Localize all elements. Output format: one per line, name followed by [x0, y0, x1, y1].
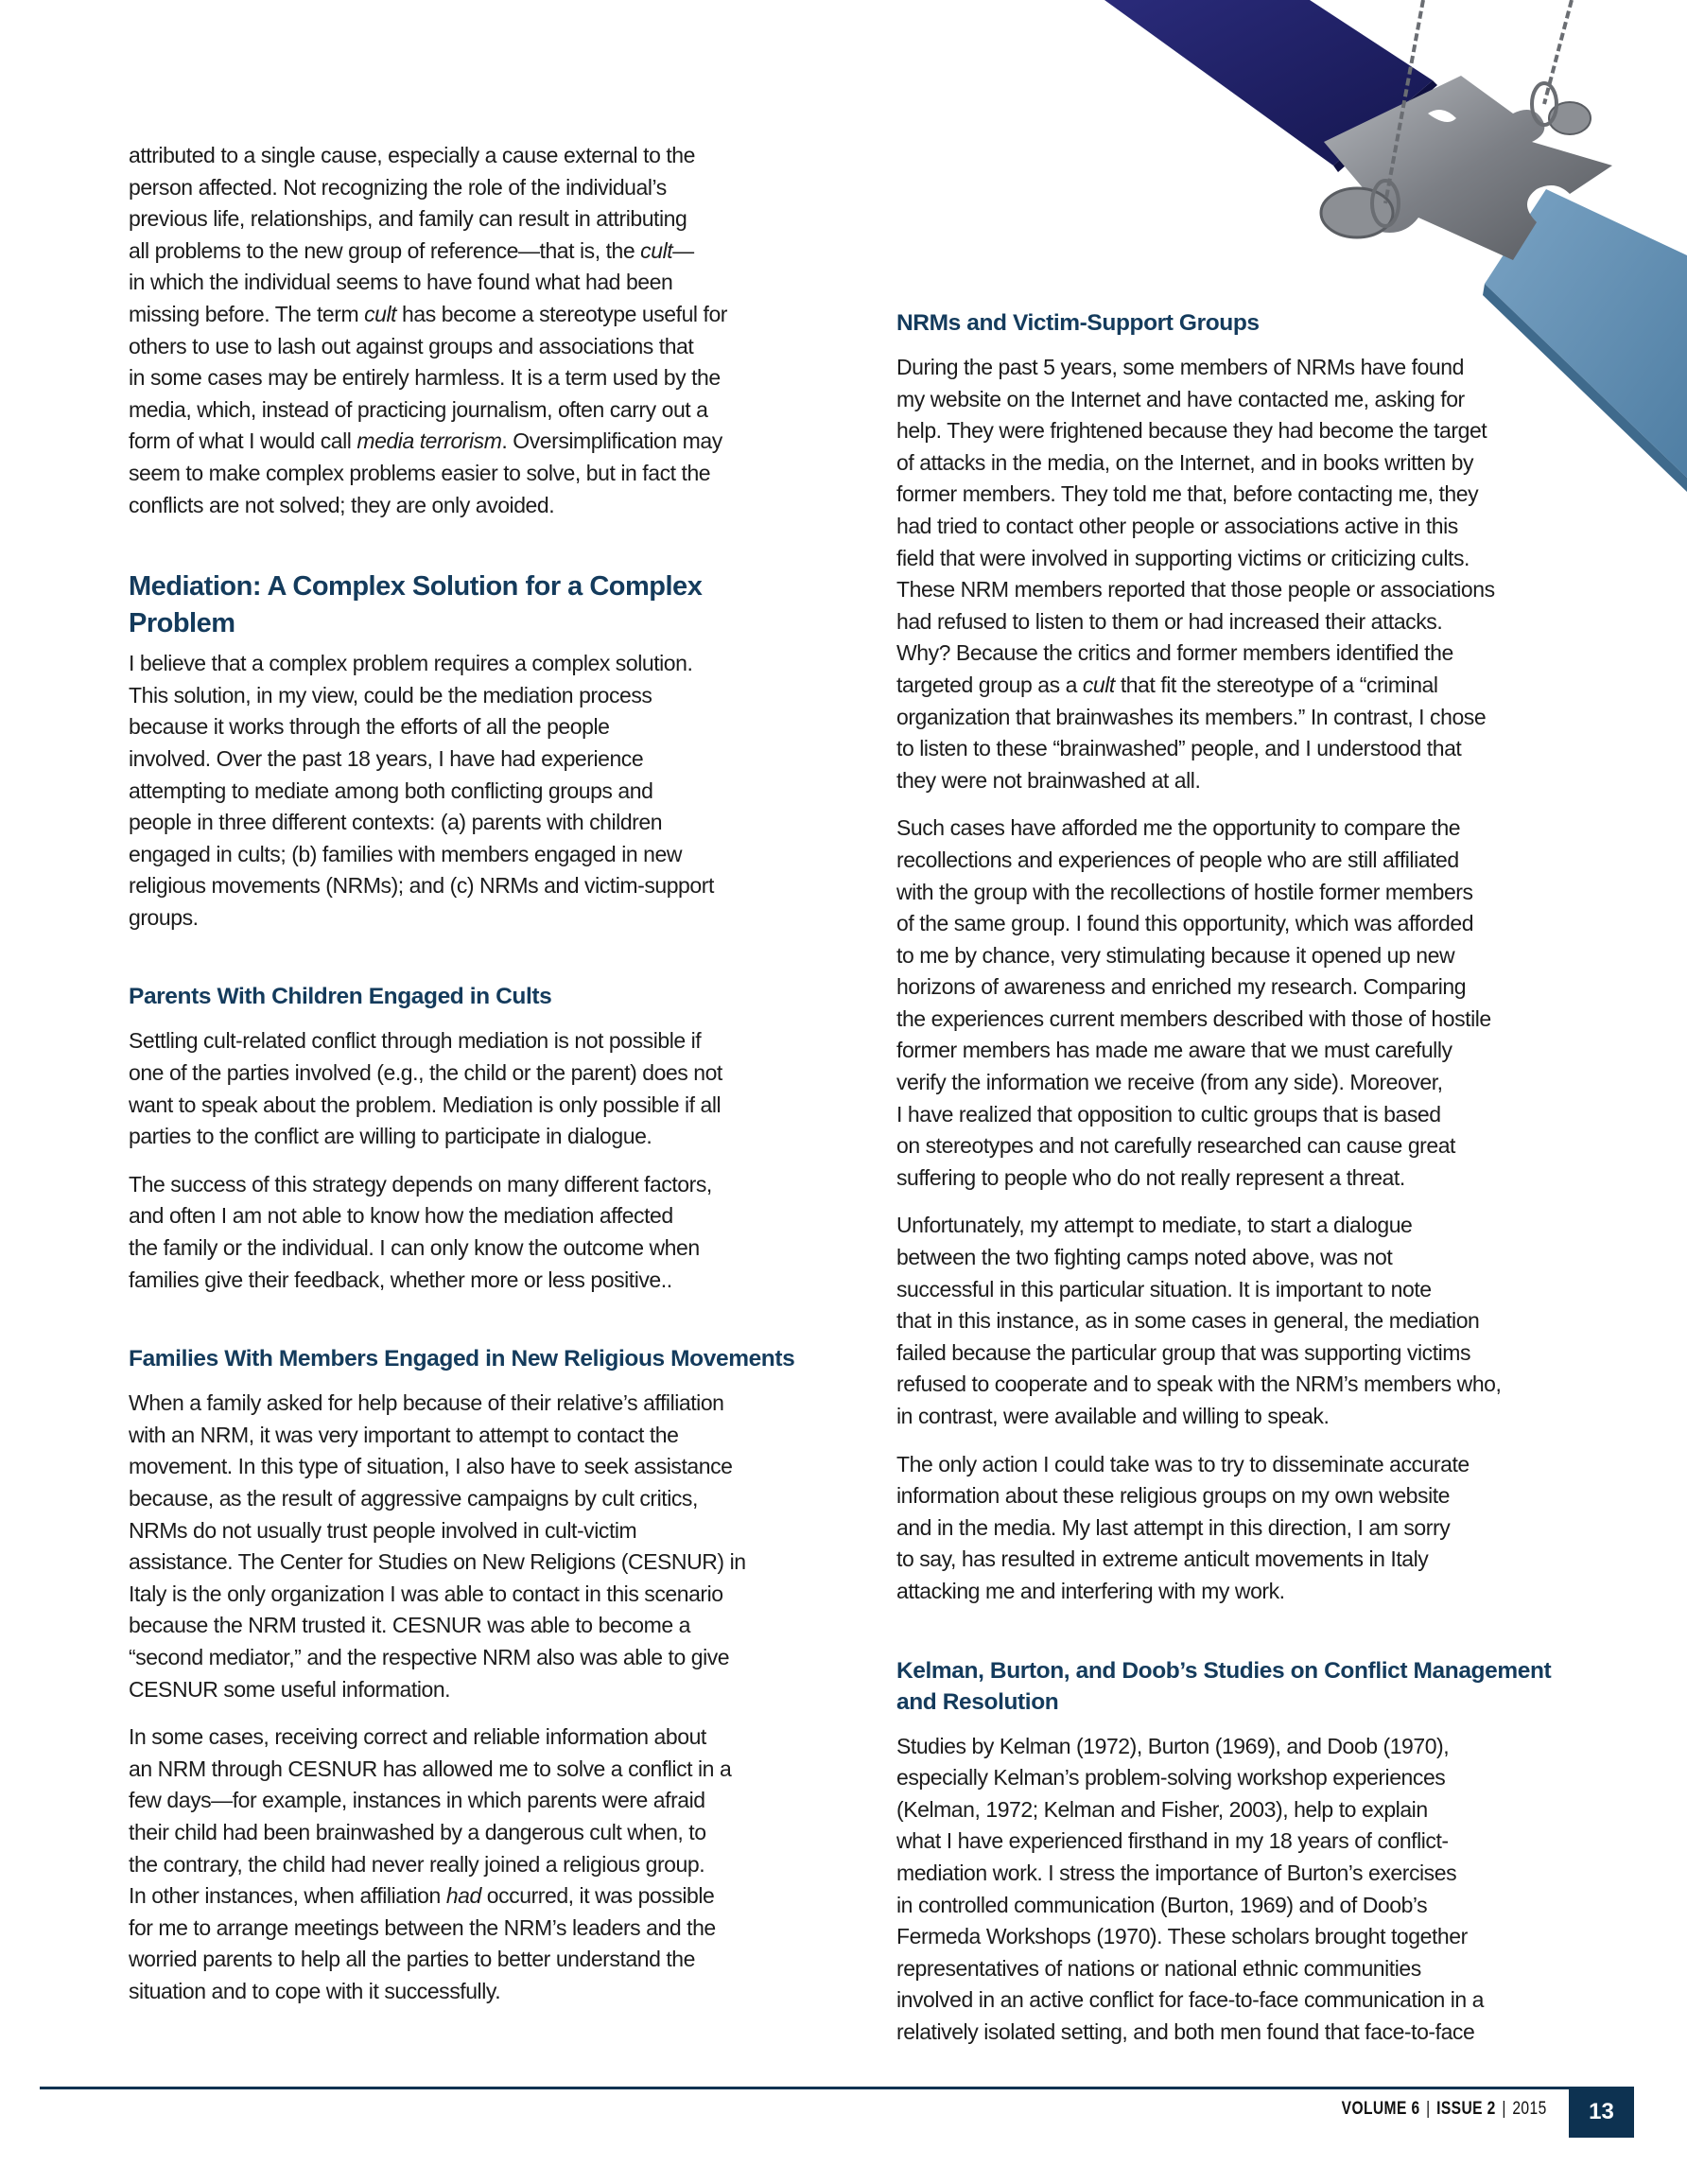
text-line: to me by chance, very stimulating because it opened up new: [896, 942, 1455, 968]
heading-parents: Parents With Children Engaged in Cults: [129, 984, 552, 1010]
text-line: Why? Because the critics and former members identified the: [896, 640, 1453, 666]
text-line: parties to the conflict are willing to participate in dialogue.: [129, 1124, 652, 1149]
nrms-paragraph-1: [896, 352, 1570, 796]
text-line: in contrast, were available and willing to speak.: [896, 1404, 1330, 1428]
kelman-paragraph: [896, 1731, 1570, 2049]
heading-nrms: NRMs and Victim-Support Groups: [896, 310, 1260, 336]
heading-families: Families With Members Engaged in New Religious Movements: [129, 1346, 795, 1372]
text-line: groups.: [129, 904, 199, 930]
text-line: I believe that a complex problem requires a complex solution.: [129, 651, 693, 676]
text-line: former members. They told me that, before contacting me, they: [896, 481, 1479, 507]
text-line: the family or the individual. I can only know the outcome when: [129, 1235, 700, 1261]
text-line: NRMs do not usually trust people involved in cult-victim: [129, 1517, 637, 1543]
text-line: seem to make complex problems easier to solve, but in fact the: [129, 460, 711, 485]
nrms-paragraph-3: [896, 1210, 1570, 1432]
text-line: especially Kelman’s problem-solving workshop experiences: [896, 1765, 1446, 1791]
text-line: had refused to listen to them or had increased their attacks.: [896, 608, 1443, 634]
text-line: in which the individual seems to have found what had been: [129, 270, 673, 295]
text-line: my website on the Internet and have contacted me, asking for: [896, 386, 1465, 411]
text-line: (Kelman, 1972; Kelman and Fisher, 2003), help to explain: [896, 1796, 1428, 1822]
text-line: that in this instance, as in some cases in general, the mediation: [896, 1308, 1480, 1334]
nrms-paragraph-2: [896, 812, 1570, 1194]
text-line: In some cases, receiving correct and reliable information about: [129, 1724, 706, 1750]
text-line: In other instances, when affiliation had occurred, it was possible: [129, 1883, 715, 1909]
text-line: with the group with the recollections of hostile former members: [896, 879, 1473, 904]
text-line: of attacks in the media, on the Internet, and in books written by: [896, 449, 1474, 475]
text-line: representatives of nations or national ethnic communities: [896, 1955, 1421, 1981]
heading-mediation: Mediation: A Complex Solution for a Complex Problem: [129, 571, 703, 639]
left-column: [129, 140, 802, 2024]
text-line: what I have experienced firsthand in my 18 years of conflict-: [896, 1828, 1449, 1854]
text-line: religious movements (NRMs); and (c) NRMs and victim-support: [129, 873, 714, 899]
text-line: all problems to the new group of reference—that is, the cult—: [129, 237, 694, 263]
text-line: “second mediator,” and the respective NRM also was able to give: [129, 1644, 730, 1669]
text-line: help. They were frightened because they had become the target: [896, 418, 1487, 444]
text-line: targeted group as a cult that fit the stereotype of a “criminal: [896, 672, 1438, 697]
text-line: former members has made me aware that we must carefully: [896, 1038, 1452, 1063]
text-line: attacking me and interfering with my work.: [896, 1578, 1285, 1603]
intro-paragraph: [129, 140, 802, 521]
text-line: involved. Over the past 18 years, I have had experience: [129, 745, 644, 771]
text-line: Fermeda Workshops (1970). These scholars brought together: [896, 1924, 1468, 1949]
text-line: the experiences current members described with those of hostile: [896, 1005, 1491, 1031]
text-line: assistance. The Center for Studies on New Religions (CESNUR) in: [129, 1549, 746, 1575]
text-line: and often I am not able to know how the mediation affected: [129, 1203, 673, 1229]
text-line: people in three different contexts: (a) parents with children: [129, 810, 663, 835]
separator: |: [1426, 2099, 1431, 2119]
text-line: verify the information we receive (from any side). Moreover,: [896, 1070, 1443, 1095]
text-line: previous life, relationships, and family can result in attributing: [129, 206, 687, 232]
text-line: Studies by Kelman (1972), Burton (1969), and Doob (1970),: [896, 1733, 1450, 1758]
issue-label: ISSUE 2: [1436, 2099, 1497, 2119]
text-line: I have realized that opposition to cultic groups that is based: [896, 1101, 1441, 1127]
text-line: horizons of awareness and enriched my research. Comparing: [896, 974, 1467, 1000]
text-line: The only action I could take was to try to disseminate accurate: [896, 1451, 1470, 1476]
text-line: for me to arrange meetings between the NRM’s leaders and the: [129, 1914, 716, 1940]
text-line: to say, has resulted in extreme anticult movements in Italy: [896, 1546, 1429, 1572]
text-line: Italy is the only organization I was able to contact in this scenario: [129, 1581, 723, 1606]
text-line: During the past 5 years, some members of NRMs have found: [896, 355, 1464, 379]
text-line: suffering to people who do not really represent a threat.: [896, 1164, 1405, 1190]
text-line: because, as the result of aggressive campaigns by cult critics,: [129, 1486, 698, 1511]
text-line: an NRM through CESNUR has allowed me to solve a conflict in a: [129, 1756, 732, 1781]
mediation-paragraph: [129, 648, 802, 934]
text-line: because the NRM trusted it. CESNUR was able to become a: [129, 1613, 690, 1638]
families-paragraph-1: [129, 1388, 802, 1705]
text-line: worried parents to help all the parties to better understand the: [129, 1947, 695, 1972]
text-line: few days—for example, instances in which parents were afraid: [129, 1788, 705, 1813]
text-line: Settling cult-related conflict through mediation is not possible if: [129, 1028, 702, 1054]
heading-kelman: Kelman, Burton, and Doob’s Studies on Conflict Management and Resolution: [896, 1657, 1552, 1715]
text-line: in some cases may be entirely harmless. It is a term used by the: [129, 365, 721, 391]
nrms-paragraph-4: [896, 1449, 1570, 1608]
text-line: This solution, in my view, could be the mediation process: [129, 682, 652, 708]
separator: |: [1502, 2099, 1507, 2119]
text-line: one of the parties involved (e.g., the child or the parent) does not: [129, 1060, 722, 1086]
page-number: 13: [1569, 2087, 1634, 2138]
text-line: their child had been brainwashed by a dangerous cult when, to: [129, 1819, 706, 1844]
text-line: successful in this particular situation. It is important to note: [896, 1276, 1432, 1302]
text-line: to listen to these “brainwashed” people, and I understood that: [896, 736, 1462, 761]
families-paragraph-2: [129, 1721, 802, 2007]
text-line: the contrary, the child had never really joined a religious group.: [129, 1851, 705, 1877]
text-line: organization that brainwashes its members.” In contrast, I chose: [896, 704, 1487, 729]
text-line: want to speak about the problem. Mediation is only possible if all: [129, 1092, 722, 1117]
right-column: [896, 307, 1570, 2065]
text-line: and in the media. My last attempt in this direction, I am sorry: [896, 1514, 1451, 1540]
text-line: mediation work. I stress the importance of Burton’s exercises: [896, 1860, 1457, 1885]
text-line: The success of this strategy depends on many different factors,: [129, 1171, 712, 1197]
text-line: failed because the particular group that was supporting victims: [896, 1339, 1471, 1365]
text-line: person affected. Not recognizing the role of the individual’s: [129, 174, 667, 200]
text-line: engaged in cults; (b) families with members engaged in new: [129, 841, 682, 866]
text-line: they were not brainwashed at all.: [896, 767, 1201, 793]
text-line: movement. In this type of situation, I also have to seek assistance: [129, 1454, 733, 1479]
text-line: between the two fighting camps noted above, was not: [896, 1245, 1393, 1270]
text-line: These NRM members reported that those people or associations: [896, 577, 1495, 603]
text-line: in controlled communication (Burton, 1969) and of Doob’s: [896, 1892, 1428, 1917]
footer-rule: [40, 2087, 1634, 2089]
text-line: conflicts are not solved; they are only avoided.: [129, 492, 555, 517]
text-line: CESNUR some useful information.: [129, 1676, 451, 1702]
text-line: information about these religious groups on my own website: [896, 1483, 1451, 1509]
text-line: had tried to contact other people or associations active in this: [896, 513, 1458, 538]
text-line: situation and to cope with it successfully.: [129, 1978, 501, 2003]
text-line: When a family asked for help because of their relative’s affiliation: [129, 1390, 724, 1416]
volume-label: VOLUME 6: [1341, 2099, 1420, 2119]
text-line: Unfortunately, my attempt to mediate, to start a dialogue: [896, 1213, 1413, 1238]
text-line: others to use to lash out against groups and associations that: [129, 333, 694, 358]
text-line: missing before. The term cult has become a stereotype useful for: [129, 301, 728, 326]
parents-paragraph-2: [129, 1169, 802, 1296]
text-line: recollections and experiences of people who are still affiliated: [896, 847, 1459, 872]
text-line: refused to cooperate and to speak with the NRM’s members who,: [896, 1372, 1502, 1397]
text-line: form of what I would call media terrorism. Oversimplification may: [129, 428, 722, 454]
parents-paragraph-1: [129, 1025, 802, 1152]
text-line: on stereotypes and not carefully researched can cause great: [896, 1133, 1455, 1159]
text-line: attributed to a single cause, especially a cause external to the: [129, 143, 695, 167]
text-line: Such cases have afforded me the opportunity to compare the: [896, 815, 1461, 841]
text-line: families give their feedback, whether more or less positive..: [129, 1267, 672, 1292]
year-label: 2015: [1512, 2099, 1547, 2119]
text-line: attempting to mediate among both conflicting groups and: [129, 778, 653, 803]
text-line: media, which, instead of practicing journalism, often carry out a: [129, 396, 708, 422]
text-line: of the same group. I found this opportunity, which was afforded: [896, 911, 1474, 936]
footer-issue-info: [1342, 2099, 1547, 2120]
text-line: with an NRM, it was very important to attempt to contact the: [129, 1422, 679, 1447]
text-line: field that were involved in supporting victims or criticizing cults.: [896, 545, 1470, 570]
text-line: relatively isolated setting, and both men found that face-to-face: [896, 2018, 1475, 2044]
text-line: because it works through the efforts of all the people: [129, 714, 610, 740]
text-line: involved in an active conflict for face-to-face communication in a: [896, 1987, 1485, 2013]
